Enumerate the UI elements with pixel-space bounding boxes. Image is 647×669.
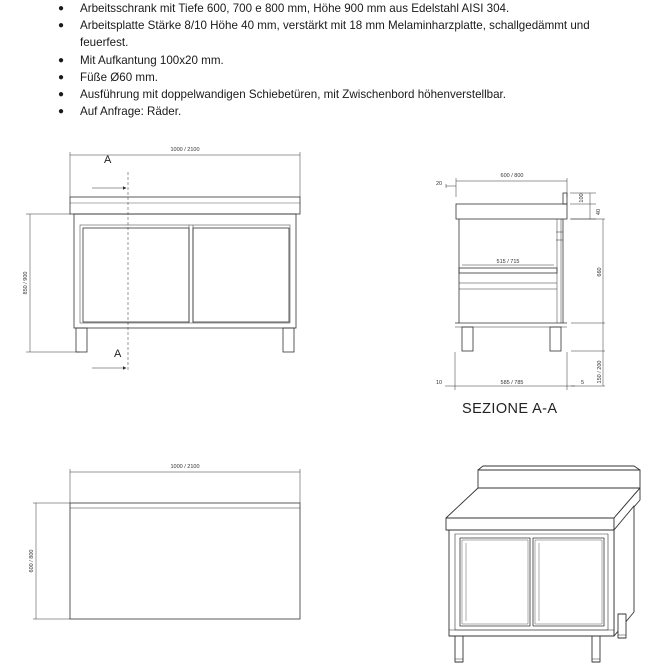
section-title: SEZIONE A-A bbox=[462, 401, 558, 417]
section-shelf-depth-dim: 515 / 715 bbox=[496, 259, 520, 265]
section-top-depth-dim: 600 / 800 bbox=[500, 173, 524, 179]
top-depth-dim: 600 / 800 bbox=[29, 549, 35, 573]
section-inner-height-dim: 660 bbox=[597, 267, 603, 277]
bullet-icon: ● bbox=[58, 20, 65, 32]
spec-text: Arbeitsschrank mit Tiefe 600, 700 e 800 mm, Höhe 900 mm aus Edelstahl AISI 304. bbox=[80, 2, 510, 15]
section-marker-bottom: A bbox=[114, 348, 122, 360]
front-view bbox=[26, 152, 300, 370]
section-top-height-dim: 40 bbox=[596, 208, 602, 216]
section-leg-height-dim: 150 / 200 bbox=[597, 360, 603, 384]
section-right-offset-dim: 5 bbox=[581, 380, 585, 386]
bullet-icon: ● bbox=[58, 71, 65, 83]
top-view bbox=[33, 469, 300, 619]
section-view bbox=[445, 178, 605, 390]
section-marker-top: A bbox=[104, 154, 112, 166]
front-width-dim: 1000 / 2100 bbox=[170, 147, 200, 153]
spec-text: Füße Ø60 mm. bbox=[80, 70, 158, 84]
front-height-dim: 850 / 900 bbox=[23, 271, 29, 295]
bullet-icon: ● bbox=[58, 106, 65, 118]
bullet-icon: ● bbox=[58, 89, 65, 101]
top-width-dim: 1000 / 2100 bbox=[170, 464, 200, 470]
perspective-view bbox=[446, 466, 640, 662]
spec-text: Arbeitsplatte Stärke 8/10 Höhe 40 mm, verstärkt mit 18 mm Melaminharzplatte, schallgedämmt und feuerfest. bbox=[80, 19, 590, 50]
section-left-offset-dim: 10 bbox=[436, 380, 443, 386]
spec-text: Mit Aufkantung 100x20 mm. bbox=[80, 53, 224, 67]
section-upstand-dim: 100 bbox=[579, 193, 585, 203]
section-base-depth-dim: 585 / 785 bbox=[500, 380, 524, 386]
spec-text: Auf Anfrage: Räder. bbox=[80, 105, 182, 119]
section-edge-dim: 20 bbox=[436, 181, 443, 187]
bullet-icon: ● bbox=[58, 54, 65, 66]
spec-text: Ausführung mit doppelwandigen Schiebetüren, mit Zwischenbord höhenverstellbar. bbox=[80, 88, 507, 102]
bullet-icon: ● bbox=[58, 3, 65, 14]
